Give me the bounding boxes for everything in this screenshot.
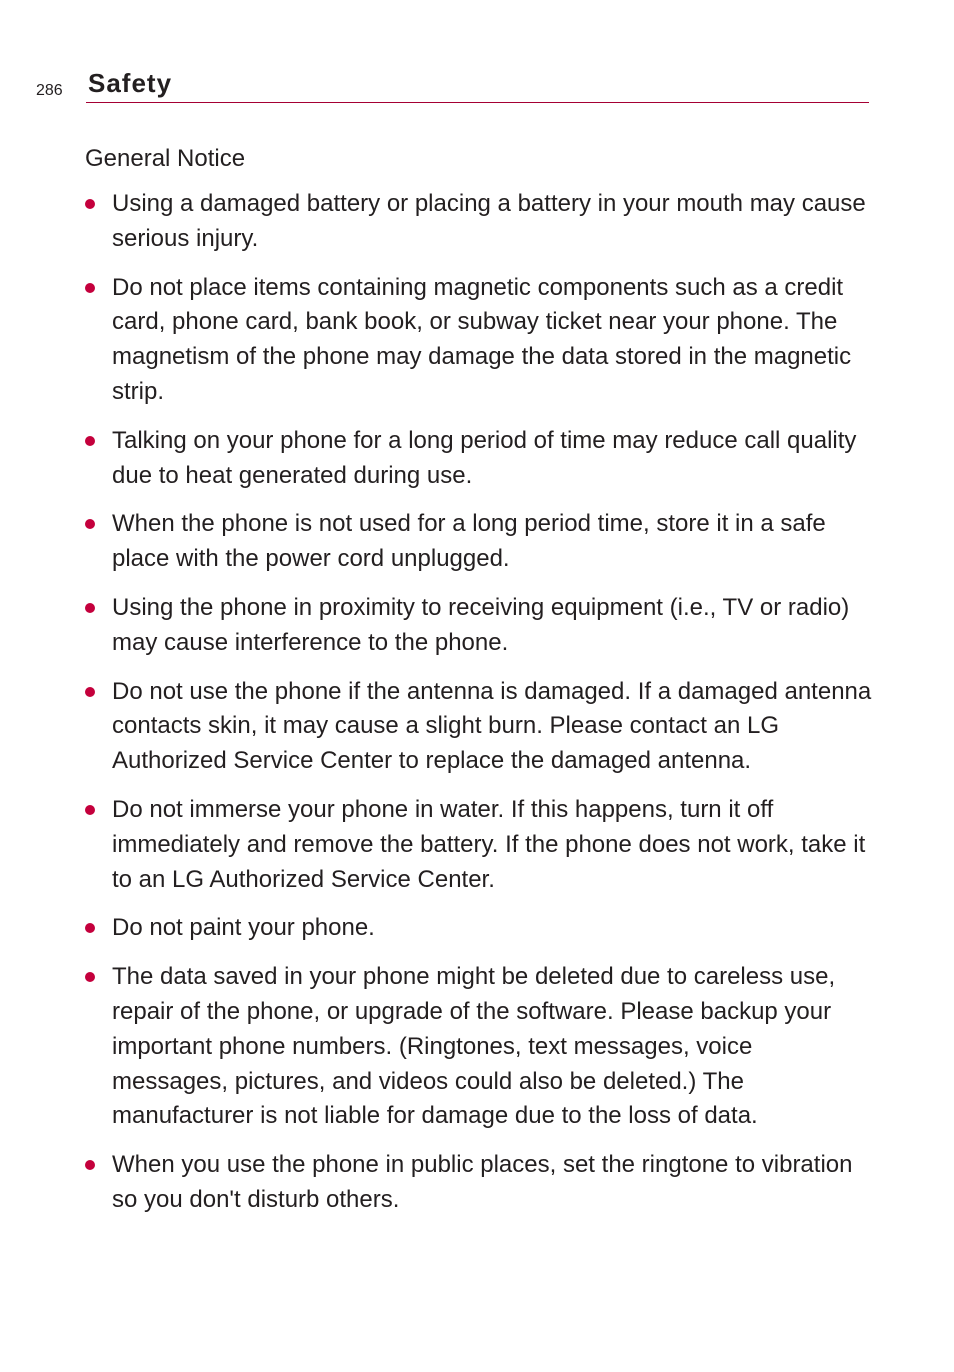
title-divider [86, 102, 869, 103]
bullet-icon [85, 603, 95, 613]
list-item-text: Using a damaged battery or placing a battery in your mouth may cause serious injury. [112, 190, 866, 252]
list-item [85, 793, 875, 897]
list-item-text: Do not use the phone if the antenna is damaged. If a damaged antenna contacts skin, it may cause a slight burn. Please contact an LG Authorized Service Center to replace the damaged antenna. [112, 677, 872, 775]
notice-list [85, 187, 875, 1232]
bullet-icon [85, 519, 95, 529]
list-item [85, 424, 875, 494]
list-item-text: Talking on your phone for a long period of time may reduce call quality due to heat generated during use. [112, 426, 857, 489]
list-item [85, 911, 875, 946]
list-item-text: Do not place items containing magnetic components such as a credit card, phone card, bank book, or subway ticket near your phone. The magnetism of the phone may damage the data stored in the magnetic strip. [112, 273, 852, 405]
subheading-general-notice: General Notice [85, 145, 246, 172]
page-number: 286 [36, 82, 63, 99]
bullet-icon [85, 199, 95, 209]
list-item [85, 591, 875, 661]
bullet-icon [85, 972, 95, 982]
bullet-icon [85, 1160, 95, 1170]
section-title: Safety [88, 68, 173, 98]
list-item-text: When the phone is not used for a long period time, store it in a safe place with the power cord unplugged. [112, 510, 826, 573]
bullet-icon [85, 436, 95, 446]
list-item-text: Do not immerse your phone in water. If this happens, turn it off immediately and remove the battery. If the phone does not work, take it to an LG Authorized Service Center. [112, 795, 866, 893]
list-item-text: Do not paint your phone. [112, 914, 375, 942]
bullet-icon [85, 283, 95, 293]
bullet-icon [85, 687, 95, 697]
list-item [85, 507, 875, 577]
list-item-text: Using the phone in proximity to receiving equipment (i.e., TV or radio) may cause interference to the phone. [112, 593, 850, 656]
list-item [85, 187, 875, 257]
bullet-icon [85, 923, 95, 933]
list-item-text: When you use the phone in public places, set the ringtone to vibration so you don't disturb others. [112, 1151, 853, 1213]
list-item [85, 960, 875, 1134]
list-item [85, 1148, 875, 1218]
list-item [85, 675, 875, 779]
bullet-icon [85, 805, 95, 815]
list-item-text: The data saved in your phone might be deleted due to careless use, repair of the phone, or upgrade of the software. Please backup your important phone numbers. (Ringtones, text messages, voice messages, pictures, and videos could also be deleted.) The manufacturer is not liable for damage due to the loss of data. [112, 963, 836, 1130]
list-item [85, 271, 875, 410]
